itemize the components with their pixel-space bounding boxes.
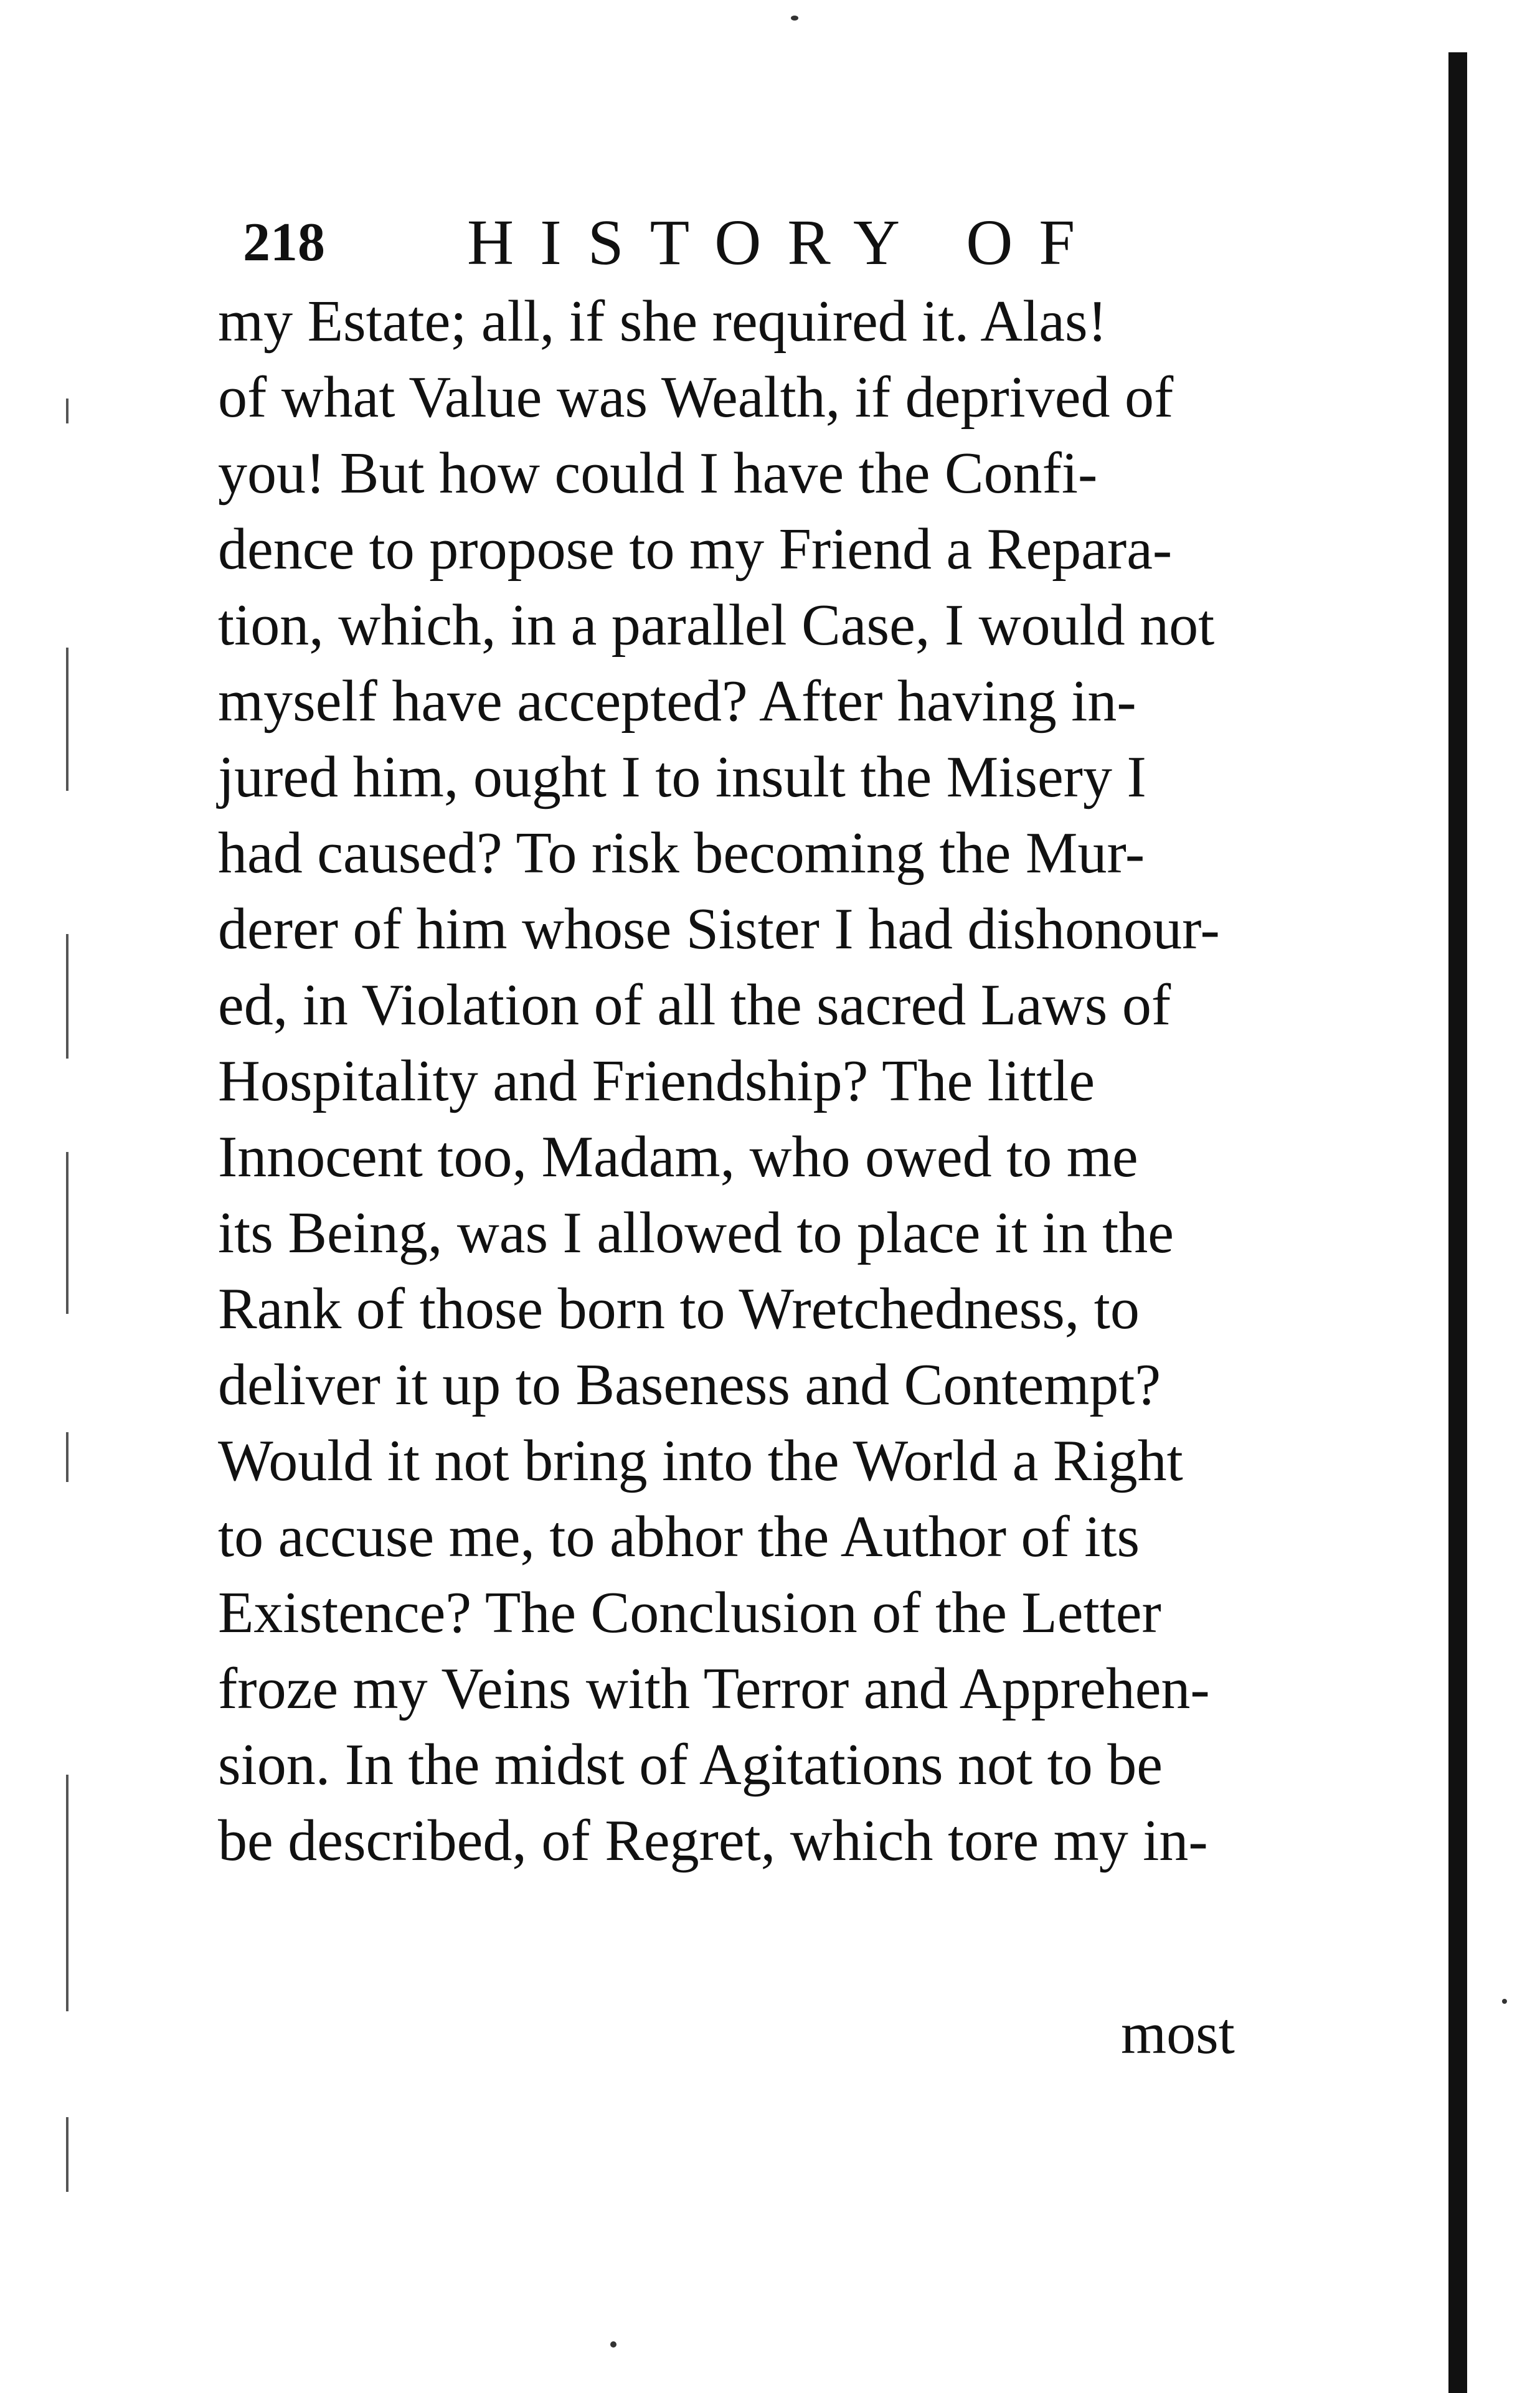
text-line: to accuse me, to abhor the Author of its xyxy=(218,1504,1140,1569)
page-number: 218 xyxy=(243,212,325,273)
catchword: most xyxy=(1121,2001,1235,2066)
text-line: Innocent too, Madam, who owed to me xyxy=(218,1125,1138,1189)
ink-speck xyxy=(1502,1999,1507,2004)
margin-mark xyxy=(66,1432,68,1482)
margin-mark xyxy=(66,1775,68,2011)
text-line: Hospitality and Friendship? The little xyxy=(218,1049,1095,1113)
body-text xyxy=(218,283,1277,1879)
text-line: froze my Veins with Terror and Apprehen- xyxy=(218,1656,1210,1721)
margin-mark xyxy=(66,399,68,423)
text-line: dence to propose to my Friend a Repara- xyxy=(218,517,1173,582)
margin-mark xyxy=(66,2117,68,2192)
page-header xyxy=(218,205,1277,280)
text-line: Existence? The Conclusion of the Letter xyxy=(218,1580,1161,1645)
margin-mark xyxy=(66,1152,68,1314)
ink-speck xyxy=(791,16,798,21)
text-line: myself have accepted? After having in- xyxy=(218,669,1136,734)
text-line: my Estate; all, if she required it. Alas! xyxy=(218,289,1107,354)
text-line: had caused? To risk becoming the Mur- xyxy=(218,821,1145,885)
text-line: deliver it up to Baseness and Contempt? xyxy=(218,1352,1161,1417)
text-line: tion, which, in a parallel Case, I would not xyxy=(218,593,1215,658)
running-head: HISTORY OF xyxy=(467,207,1102,278)
text-line: be described, of Regret, which tore my in- xyxy=(218,1808,1208,1873)
text-line: Would it not bring into the World a Right xyxy=(218,1428,1183,1493)
ink-speck xyxy=(610,2341,616,2348)
text-line: of what Value was Wealth, if deprived of xyxy=(218,365,1174,430)
text-line: you! But how could I have the Confi- xyxy=(218,441,1098,506)
text-line: its Being, was I allowed to place it in the xyxy=(218,1201,1174,1265)
page-edge-shadow xyxy=(1448,52,1467,2393)
margin-mark xyxy=(66,934,68,1059)
text-line: sion. In the midst of Agitations not to be xyxy=(218,1732,1163,1797)
text-line: jured him, ought I to insult the Misery I xyxy=(218,745,1146,809)
text-line: ed, in Violation of all the sacred Laws of xyxy=(218,973,1171,1037)
text-line: derer of him whose Sister I had dishonour- xyxy=(218,897,1220,961)
margin-mark xyxy=(66,648,68,791)
text-line: Rank of those born to Wretchedness, to xyxy=(218,1277,1140,1341)
